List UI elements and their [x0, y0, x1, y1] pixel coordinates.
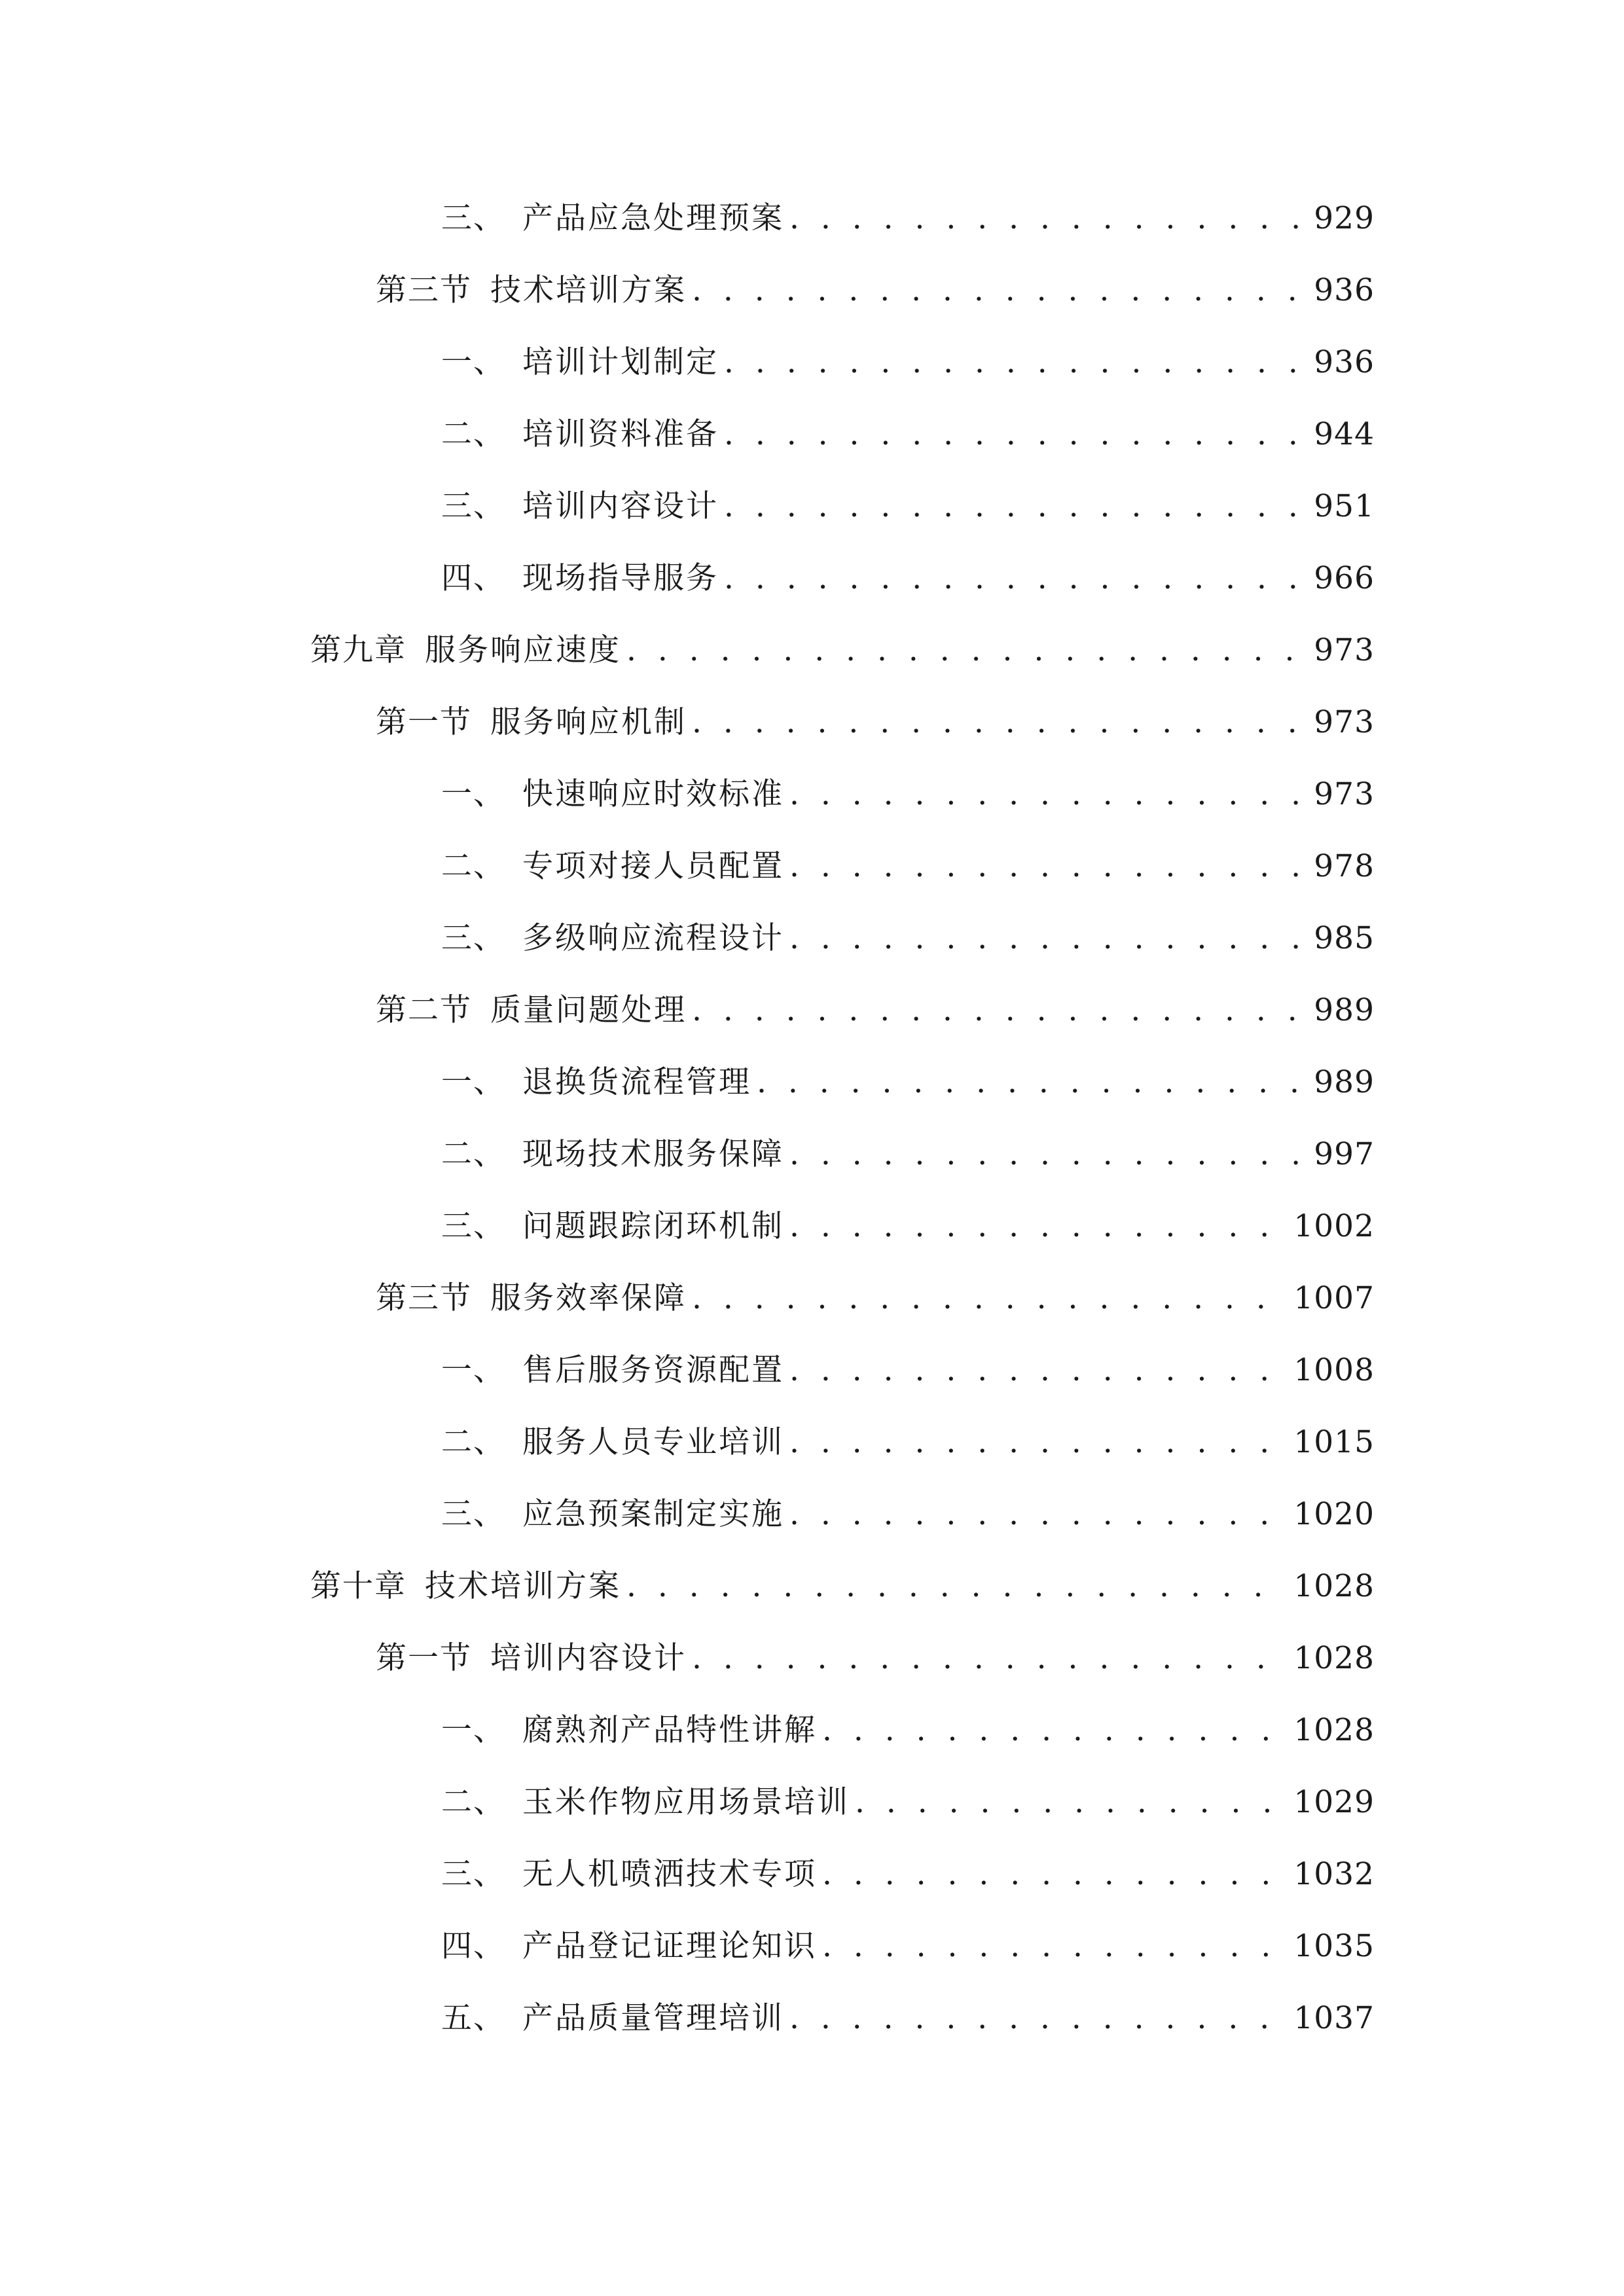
toc-entry-page: 1037 [1293, 2000, 1375, 2036]
toc-entry-page: 1032 [1293, 1856, 1375, 1892]
toc-entry-page: 1015 [1293, 1424, 1375, 1460]
toc-entry-page: 973 [1314, 776, 1375, 812]
toc-entry-title: 服务效率保障 [490, 1280, 687, 1316]
dot-leader [789, 912, 1307, 965]
toc-entry-title: 现场指导服务 [522, 560, 719, 596]
toc-entry[interactable] [0, 1560, 1624, 1613]
toc-entry-title: 腐熟剂产品特性讲解 [522, 1712, 817, 1748]
toc-entry[interactable] [0, 192, 1624, 245]
dot-leader [789, 768, 1307, 821]
toc-entry-page: 936 [1314, 344, 1375, 380]
dot-leader [822, 1704, 1287, 1757]
toc-entry-title: 现场技术服务保障 [522, 1136, 784, 1172]
toc-entry-number: 三、 [441, 920, 505, 956]
toc-entry[interactable] [0, 1632, 1624, 1685]
toc-entry-number: 一、 [441, 776, 505, 812]
toc-entry-page: 989 [1314, 992, 1375, 1028]
toc-entry-number: 三、 [441, 1856, 505, 1892]
toc-entry[interactable] [0, 1704, 1624, 1757]
toc-entry-page: 973 [1314, 704, 1375, 740]
toc-entry[interactable] [0, 480, 1624, 533]
dot-leader [724, 552, 1307, 605]
toc-entry-title: 多级响应流程设计 [522, 920, 784, 956]
toc-entry-title: 服务响应机制 [490, 704, 687, 740]
toc-entry[interactable] [0, 1776, 1624, 1829]
dot-leader [822, 1920, 1287, 1973]
toc-entry-number: 三、 [441, 1208, 505, 1244]
dot-leader [692, 1272, 1287, 1325]
toc-entry[interactable] [0, 1488, 1624, 1541]
toc-entry[interactable] [0, 840, 1624, 893]
toc-entry-title: 产品质量管理培训 [522, 2000, 784, 2036]
toc-entry-number: 第一节 [376, 704, 472, 740]
toc-entry-title: 培训内容设计 [522, 488, 719, 524]
toc-entry[interactable] [0, 624, 1624, 677]
toc-entry-number: 第一节 [376, 1640, 472, 1676]
toc-entry-page: 929 [1314, 200, 1375, 236]
toc-entry-number: 第二节 [376, 992, 472, 1028]
toc-entry-title: 技术培训方案 [425, 1568, 621, 1604]
toc-entry-title: 应急预案制定实施 [522, 1496, 784, 1532]
toc-entry[interactable] [0, 1920, 1624, 1973]
dot-leader [822, 1848, 1287, 1901]
toc-entry[interactable] [0, 552, 1624, 605]
dot-leader [789, 840, 1307, 893]
toc-entry[interactable] [0, 984, 1624, 1037]
toc-entry-page: 1029 [1293, 1784, 1375, 1820]
toc-entry-page: 1028 [1293, 1640, 1375, 1676]
toc-entry-page: 966 [1314, 560, 1375, 596]
toc-entry-title: 培训计划制定 [522, 344, 719, 380]
toc-entry[interactable] [0, 336, 1624, 389]
toc-entry-title: 培训内容设计 [490, 1640, 687, 1676]
toc-entry-number: 一、 [441, 1712, 505, 1748]
toc-entry-page: 1028 [1293, 1712, 1375, 1748]
dot-leader [626, 624, 1307, 677]
toc-entry-title: 玉米作物应用场景培训 [522, 1784, 850, 1820]
toc-entry-title: 退换货流程管理 [522, 1064, 751, 1100]
toc-entry-number: 四、 [441, 1928, 505, 1964]
toc-entry-number: 第十章 [310, 1568, 406, 1604]
toc-entry-number: 第三节 [376, 1280, 472, 1316]
dot-leader [724, 480, 1307, 533]
toc-entry-number: 一、 [441, 1064, 505, 1100]
dot-leader [724, 336, 1307, 389]
toc-entry-title: 快速响应时效标准 [522, 776, 784, 812]
toc-entry-page: 1020 [1293, 1496, 1375, 1532]
dot-leader [724, 408, 1307, 461]
toc-entry-number: 二、 [441, 1424, 505, 1460]
toc-entry-page: 1008 [1293, 1352, 1375, 1388]
toc-entry-number: 二、 [441, 1136, 505, 1172]
toc-entry-page: 978 [1314, 848, 1375, 884]
toc-entry[interactable] [0, 1992, 1624, 2045]
toc-entry[interactable] [0, 1272, 1624, 1325]
toc-entry-number: 三、 [441, 488, 505, 524]
toc-entry-page: 951 [1314, 488, 1375, 524]
toc-entry[interactable] [0, 1200, 1624, 1253]
toc-entry-title: 产品登记证理论知识 [522, 1928, 817, 1964]
toc-entry-page: 997 [1314, 1136, 1375, 1172]
toc-entry-page: 1002 [1293, 1208, 1375, 1244]
dot-leader [789, 1128, 1307, 1181]
toc-entry-number: 二、 [441, 848, 505, 884]
toc-entry[interactable] [0, 1848, 1624, 1901]
toc-entry-title: 服务人员专业培训 [522, 1424, 784, 1460]
toc-entry[interactable] [0, 912, 1624, 965]
toc-entry-page: 1007 [1293, 1280, 1375, 1316]
toc-entry-page: 985 [1314, 920, 1375, 956]
toc-entry-number: 第三节 [376, 272, 472, 308]
toc-entry[interactable] [0, 264, 1624, 317]
toc-entry-title: 售后服务资源配置 [522, 1352, 784, 1388]
dot-leader [855, 1776, 1287, 1829]
toc-entry-page: 1028 [1293, 1568, 1375, 1604]
toc-entry[interactable] [0, 696, 1624, 749]
toc-entry-title: 问题跟踪闭环机制 [522, 1208, 784, 1244]
toc-entry-title: 培训资料准备 [522, 416, 719, 452]
toc-entry-number: 一、 [441, 344, 505, 380]
toc-entry-title: 服务响应速度 [425, 632, 621, 668]
toc-entry-page: 944 [1314, 416, 1375, 452]
toc-entry[interactable] [0, 768, 1624, 821]
dot-leader [789, 1488, 1287, 1541]
dot-leader [692, 1632, 1287, 1685]
toc-entry-number: 三、 [441, 200, 505, 236]
toc-entry-number: 五、 [441, 2000, 505, 2036]
toc-entry-number: 第九章 [310, 632, 406, 668]
dot-leader [626, 1560, 1287, 1613]
dot-leader [692, 984, 1307, 1037]
toc-entry-title: 技术培训方案 [490, 272, 687, 308]
toc-entry-title: 质量问题处理 [490, 992, 687, 1028]
toc-entry-number: 一、 [441, 1352, 505, 1388]
toc-entry[interactable] [0, 408, 1624, 461]
toc-entry-page: 989 [1314, 1064, 1375, 1100]
dot-leader [789, 1344, 1287, 1397]
toc-entry-number: 二、 [441, 1784, 505, 1820]
toc-entry-title: 产品应急处理预案 [522, 200, 784, 236]
toc-entry[interactable] [0, 1128, 1624, 1181]
dot-leader [789, 1416, 1287, 1469]
dot-leader [692, 264, 1307, 317]
dot-leader [757, 1056, 1307, 1109]
toc-entry-page: 936 [1314, 272, 1375, 308]
toc-entry-page: 1035 [1293, 1928, 1375, 1964]
toc-entry[interactable] [0, 1344, 1624, 1397]
toc-entry-title: 专项对接人员配置 [522, 848, 784, 884]
dot-leader [789, 1992, 1287, 2045]
dot-leader [789, 1200, 1287, 1253]
dot-leader [692, 696, 1307, 749]
toc-entry-page: 973 [1314, 632, 1375, 668]
toc-entry[interactable] [0, 1416, 1624, 1469]
toc-entry-number: 二、 [441, 416, 505, 452]
toc-entry-number: 三、 [441, 1496, 505, 1532]
toc-entry-number: 四、 [441, 560, 505, 596]
dot-leader [789, 192, 1307, 245]
toc-entry-title: 无人机喷洒技术专项 [522, 1856, 817, 1892]
toc-entry[interactable] [0, 1056, 1624, 1109]
